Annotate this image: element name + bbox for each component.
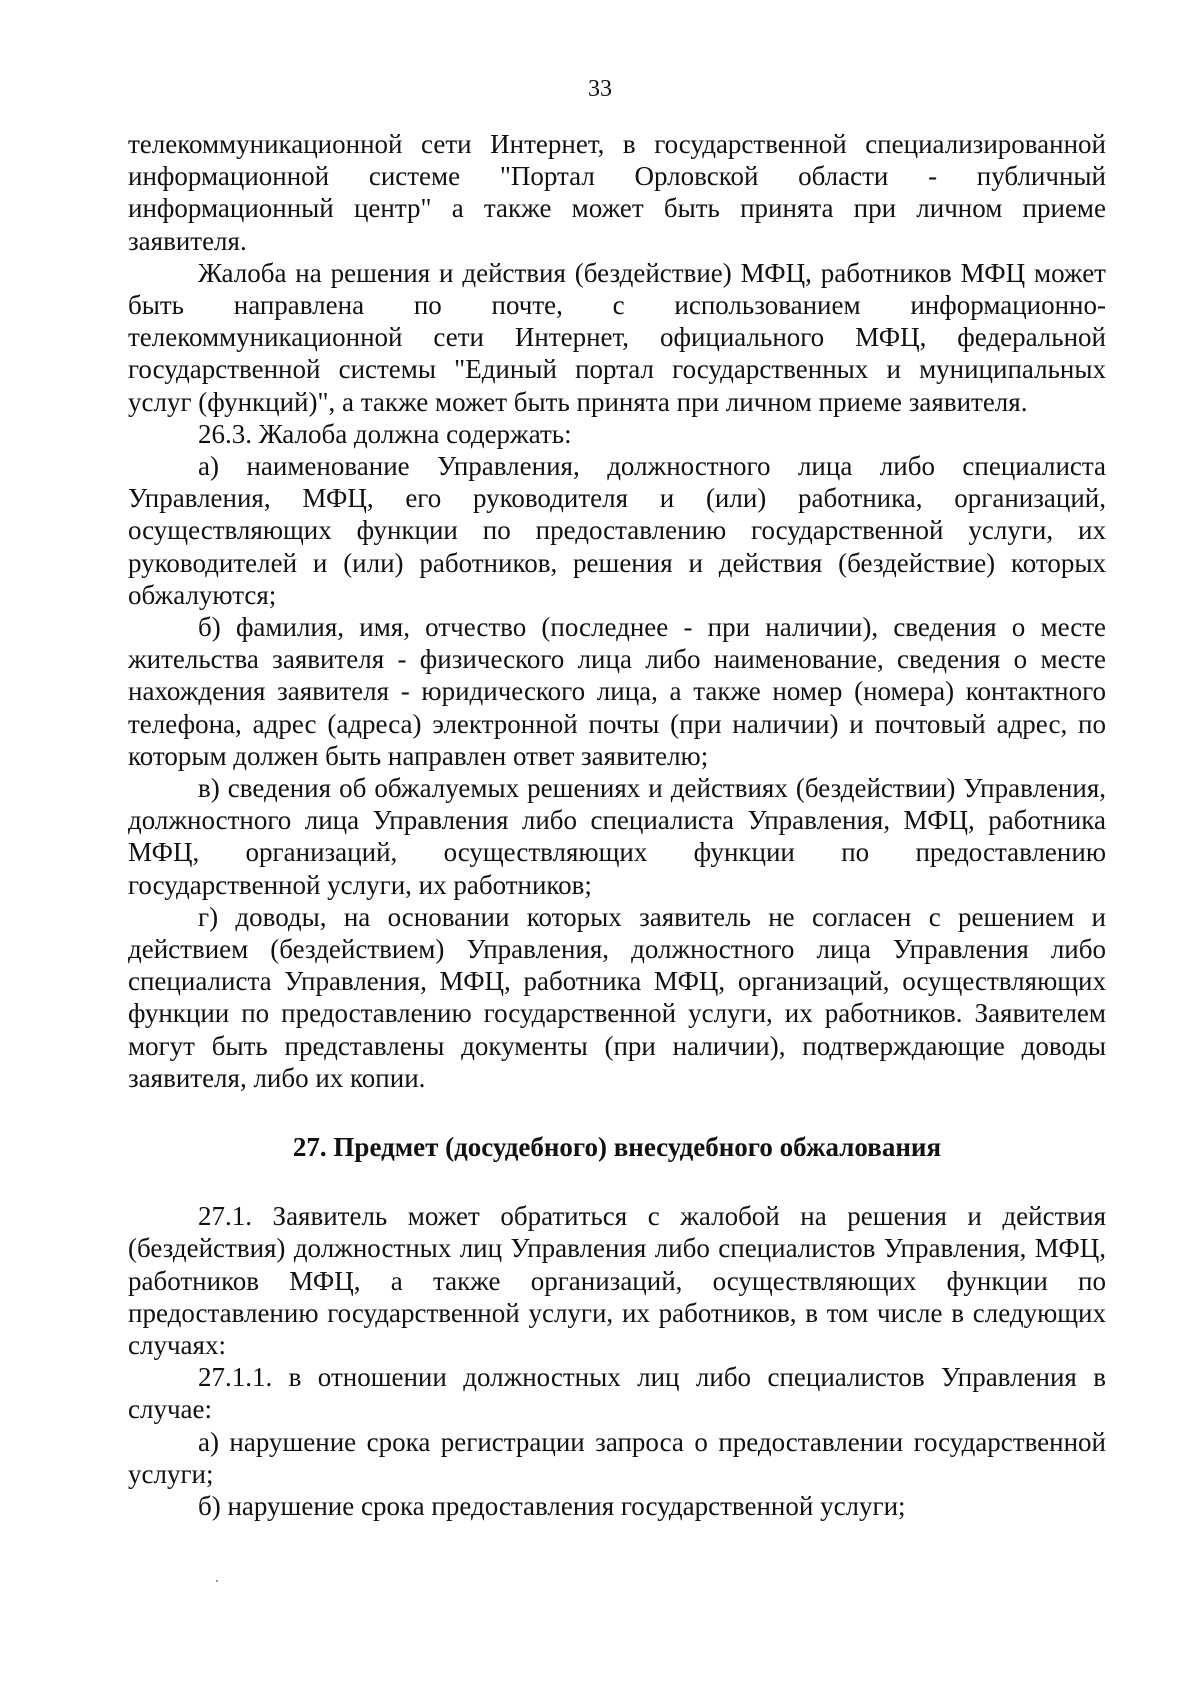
paragraph-continuation: телекоммуникационной сети Интернет, в государственной специализированной информационной системе "Портал Орловской области - публичный информационный центр" а также может быть принята при личном приеме заявителя. xyxy=(128,129,1106,256)
list-item-b: б) фамилия, имя, отчество (последнее - при наличии), сведения о месте жительства заявителя - физического лица либо наименование, сведения о месте нахождения заявителя - юридического лица, а также номер (номера) контактного телефона, адрес (адреса) электронной почты (при наличии) и почтовый адрес, по которым должен быть направлен ответ заявителю; xyxy=(128,612,1106,771)
list-item-b-violation-term: б) нарушение срока предоставления государственной услуги; xyxy=(198,1490,906,1521)
paragraph-mfc-complaint: Жалоба на решения и действия (бездействие) МФЦ, работников МФЦ может быть направлена по почте, с использованием информационно-телекоммуникационной сети Интернет, официального МФЦ, федеральной государственной системы "Единый портал государственных и муниципальных услуг (функций)", а также может быть принята при личном приеме заявителя. xyxy=(128,257,1106,417)
list-item-a: а) наименование Управления, должностного лица либо специалиста Управления, МФЦ, его руководителя и (или) работника, организаций, осуществляющих функции по предоставлению государственной услуги, их руководителей и (или) работников, решения и действия (бездействие) которых обжалуются; xyxy=(128,451,1106,610)
paragraph-27-1: 27.1. Заявитель может обратиться с жалобой на решения и действия (бездействия) должностных лиц Управления либо специалистов Управления, МФЦ, работников МФЦ, а также организаций, осуществляющих функции по предоставлению государственной услуги, их работников, в том числе в следующих случаях: xyxy=(128,1201,1106,1360)
scan-artifact-dot xyxy=(216,1580,218,1582)
section-heading-27: 27. Предмет (досудебного) внесудебного обжалования xyxy=(292,1132,942,1163)
paragraph-27-1-1: 27.1.1. в отношении должностных лиц либо специалистов Управления в случае: xyxy=(128,1362,1106,1425)
paragraph-26-3: 26.3. Жалоба должна содержать: xyxy=(198,418,572,449)
list-item-g: г) доводы, на основании которых заявитель не согласен с решением и действием (бездействием) Управления, должностного лица Управления либо специалиста Управления, МФЦ, работника МФЦ, организаций, осуществляющих функции по предоставлению государственной услуги, их работников. Заявителем могут быть представлены документы (при наличии), подтверждающие доводы заявителя, либо их копии. xyxy=(128,901,1106,1093)
document-body xyxy=(128,128,1106,1522)
list-item-a-violation-registration: а) нарушение срока регистрации запроса о предоставлении государственной услуги; xyxy=(128,1426,1106,1489)
list-item-v: в) сведения об обжалуемых решениях и действиях (бездействии) Управления, должностного лица Управления либо специалиста Управления, МФЦ, работника МФЦ, организаций, осуществляющих функции по предоставлению государственной услуги, их работников; xyxy=(128,773,1106,900)
page-number: 33 xyxy=(588,76,612,102)
